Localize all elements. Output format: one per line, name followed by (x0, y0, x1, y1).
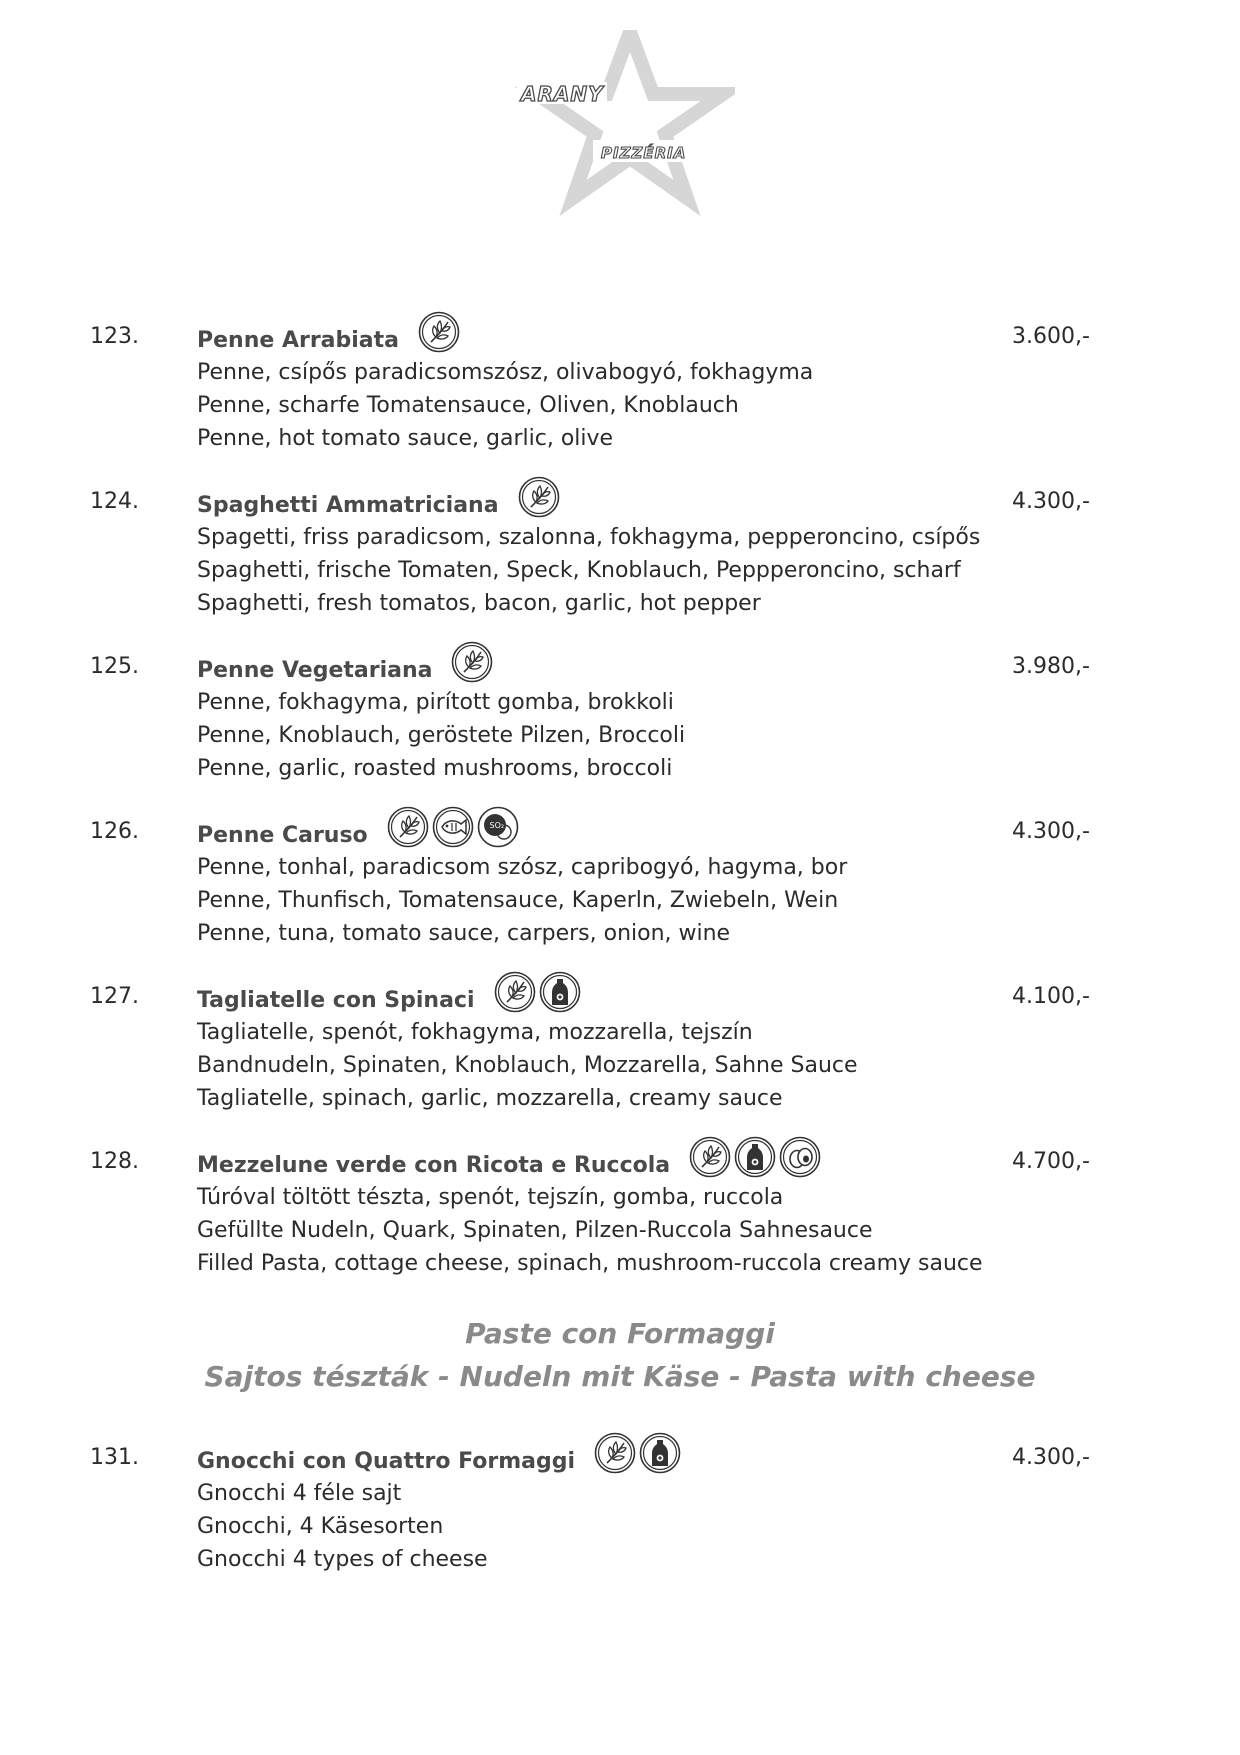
desc-de: Penne, Knoblauch, geröstete Pilzen, Broccoli (197, 723, 686, 748)
milk-bottle-icon (733, 1135, 777, 1179)
item-description (197, 1181, 983, 1280)
desc-hu: Penne, fokhagyma, pirított gomba, brokkoli (197, 690, 674, 715)
milk-bottle-icon (638, 1431, 682, 1475)
svg-text:SO₂: SO₂ (489, 821, 504, 830)
sulphite-icon (476, 805, 520, 849)
desc-hu: Túróval töltött tészta, spenót, tejszín, gomba, ruccola (197, 1185, 784, 1210)
item-name: Mezzelune verde con Ricota e Ruccola (197, 1153, 671, 1178)
desc-de: Gnocchi, 4 Käsesorten (197, 1514, 444, 1539)
desc-de: Penne, Thunfisch, Tomatensauce, Kaperln, Zwiebeln, Wein (197, 888, 839, 913)
fish-icon (431, 805, 475, 849)
item-name: Penne Arrabiata (197, 328, 400, 353)
section-title: Paste con Formaggi (465, 1317, 775, 1350)
item-description (197, 851, 847, 950)
desc-hu: Gnocchi 4 féle sajt (197, 1481, 402, 1506)
item-description (197, 356, 813, 455)
item-number: 127. (90, 984, 139, 1009)
item-price: 4.300,- (1012, 819, 1090, 844)
desc-en: Penne, garlic, roasted mushrooms, broccoli (197, 756, 673, 781)
desc-de: Gefüllte Nudeln, Quark, Spinaten, Pilzen-Ruccola Sahnesauce (197, 1218, 873, 1243)
brand-line2: Pizzéria (601, 144, 687, 162)
desc-de: Spaghetti, frische Tomaten, Speck, Knoblauch, Peppperoncino, scharf (197, 558, 961, 583)
section-heading (200, 1312, 1040, 1398)
desc-en: Penne, hot tomato sauce, garlic, olive (197, 426, 614, 451)
desc-hu: Penne, tonhal, paradicsom szósz, capribogyó, hagyma, bor (197, 855, 848, 880)
item-price: 3.980,- (1012, 654, 1090, 679)
brand-line1: Arany (521, 82, 604, 106)
desc-en: Tagliatelle, spinach, garlic, mozzarella, creamy sauce (197, 1086, 783, 1111)
item-price: 4.300,- (1012, 489, 1090, 514)
item-number: 125. (90, 654, 139, 679)
desc-en: Penne, tuna, tomato sauce, carpers, onion, wine (197, 921, 731, 946)
leaf-icon (517, 475, 561, 519)
item-description (197, 1477, 488, 1576)
item-price: 3.600,- (1012, 324, 1090, 349)
section-subtitle: Sajtos tészták - Nudeln mit Käse - Pasta with cheese (204, 1360, 1036, 1393)
desc-hu: Spagetti, friss paradicsom, szalonna, fokhagyma, pepperoncino, csípős (197, 525, 981, 550)
item-number: 124. (90, 489, 139, 514)
leaf-icon (688, 1135, 732, 1179)
desc-en: Gnocchi 4 types of cheese (197, 1547, 488, 1572)
item-price: 4.100,- (1012, 984, 1090, 1009)
leaf-icon (593, 1431, 637, 1475)
item-number: 126. (90, 819, 139, 844)
item-number: 128. (90, 1149, 139, 1174)
leaf-icon (417, 310, 461, 354)
leaf-icon (493, 970, 537, 1014)
desc-de: Bandnudeln, Spinaten, Knoblauch, Mozzarella, Sahne Sauce (197, 1053, 858, 1078)
milk-bottle-icon (538, 970, 582, 1014)
egg-icon (778, 1135, 822, 1179)
item-name: Tagliatelle con Spinaci (197, 988, 475, 1013)
item-name: Penne Caruso (197, 823, 368, 848)
item-number: 131. (90, 1445, 139, 1470)
leaf-icon (386, 805, 430, 849)
desc-en: Spaghetti, fresh tomatos, bacon, garlic, hot pepper (197, 591, 761, 616)
item-price: 4.300,- (1012, 1445, 1090, 1470)
item-price: 4.700,- (1012, 1149, 1090, 1174)
item-description (197, 1016, 858, 1115)
item-description (197, 686, 685, 785)
item-name: Gnocchi con Quattro Formaggi (197, 1449, 576, 1474)
item-name: Spaghetti Ammatriciana (197, 493, 499, 518)
item-name: Penne Vegetariana (197, 658, 433, 683)
desc-hu: Penne, csípős paradicsomszósz, olivabogyó, fokhagyma (197, 360, 814, 385)
desc-hu: Tagliatelle, spenót, fokhagyma, mozzarella, tejszín (197, 1020, 753, 1045)
desc-en: Filled Pasta, cottage cheese, spinach, mushroom-ruccola creamy sauce (197, 1251, 983, 1276)
item-description (197, 521, 980, 620)
leaf-icon (450, 640, 494, 684)
desc-de: Penne, scharfe Tomatensauce, Oliven, Knoblauch (197, 393, 739, 418)
item-number: 123. (90, 324, 139, 349)
